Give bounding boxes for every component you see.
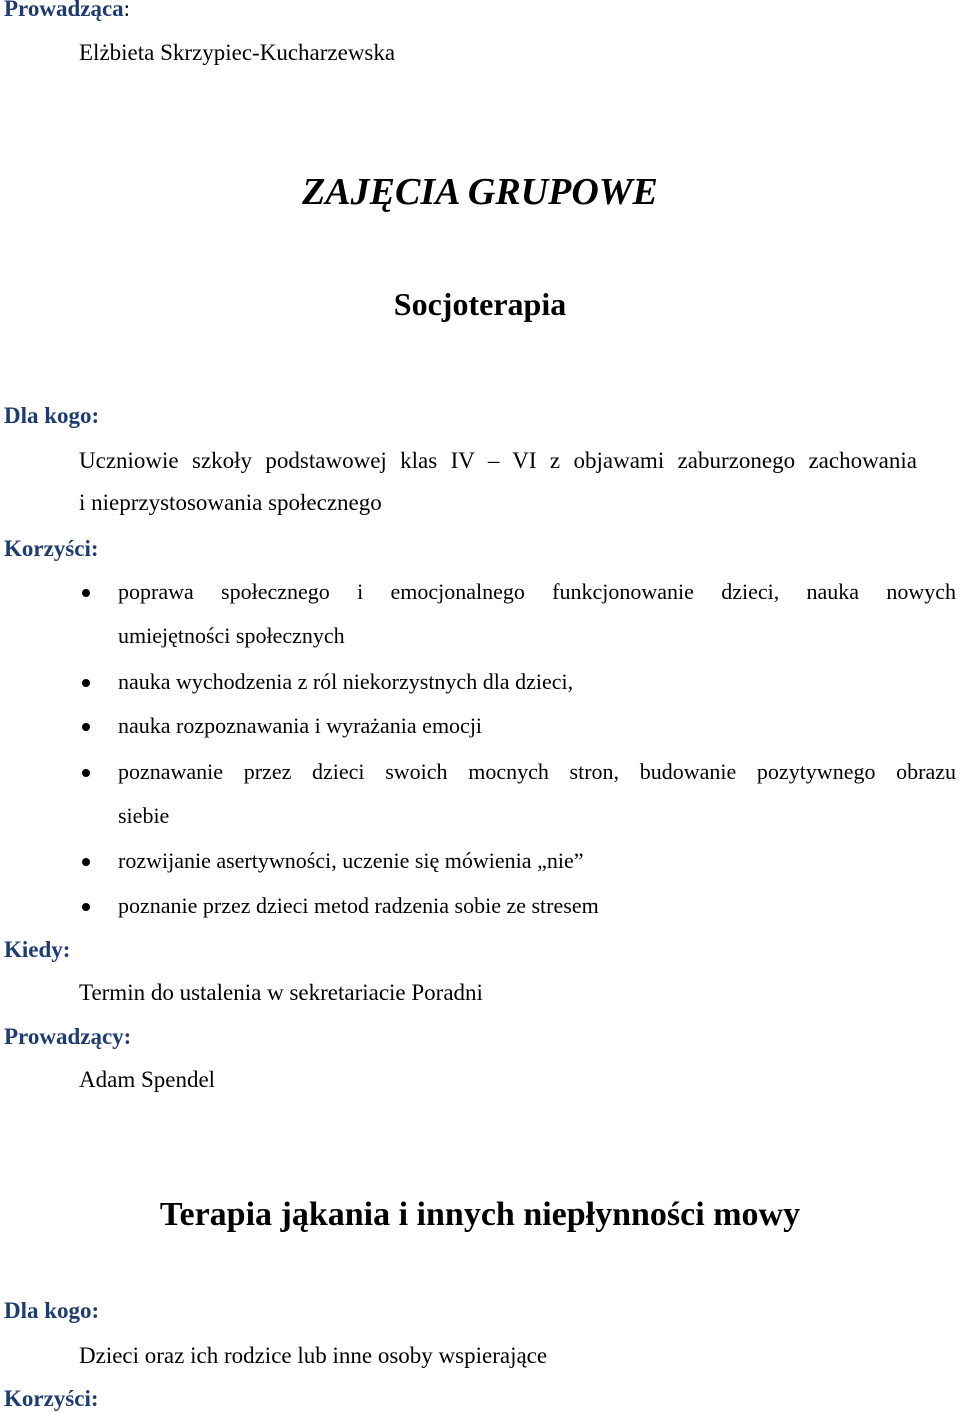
leader-label: Prowadzący: [4,1024,132,1049]
benefit-item-4-line-2: siebie [118,803,170,828]
bullet-icon [82,858,90,866]
benefit-item-4-line-1: poznawanie przez dzieci swoich mocnych stron, budowanie pozytywnego obrazu [118,759,956,784]
section2-who-label: Dla kogo: [4,1298,100,1323]
lead-label: Prowadząca: [4,0,131,21]
who-line-1: Uczniowie szkoły podstawowej klas IV – VI z objawami zaburzonego zachowania [79,448,917,473]
when-value: Termin do ustalenia w sekretariacie Poradni [79,980,483,1005]
benefit-item-1-line-2: umiejętności społecznych [118,623,345,648]
benefit-item-5: rozwijanie asertywności, uczenie się mówienia „nie” [118,848,584,873]
benefits-label: Korzyści: [4,536,99,561]
category-heading: ZAJĘCIA GRUPOWE [302,171,658,213]
section2-title: Terapia jąkania i innych niepłynności mowy [159,1196,801,1233]
bullet-icon [82,723,90,731]
leader-value: Adam Spendel [79,1067,216,1092]
benefit-item-2: nauka wychodzenia z ról niekorzystnych dla dzieci, [118,669,574,694]
bullet-icon [82,679,90,687]
section2-benefits-label: Korzyści: [4,1386,99,1411]
benefit-item-6: poznanie przez dzieci metod radzenia sobie ze stresem [118,893,599,918]
section-title: Socjoterapia [393,286,567,322]
bullet-icon [82,903,90,911]
benefit-item-3: nauka rozpoznawania i wyrażania emocji [118,713,483,738]
benefit-item-1-line-1: poprawa społecznego i emocjonalnego funkcjonowanie dzieci, nauka nowych [118,579,956,604]
who-label: Dla kogo: [4,403,100,428]
bullet-icon [82,769,90,777]
section2-who-value: Dzieci oraz ich rodzice lub inne osoby wspierające [79,1343,548,1368]
who-line-2: i nieprzystosowania społecznego [79,490,382,515]
bullet-icon [82,589,90,597]
when-label: Kiedy: [4,937,71,962]
lead-name: Elżbieta Skrzypiec-Kucharzewska [79,40,396,65]
